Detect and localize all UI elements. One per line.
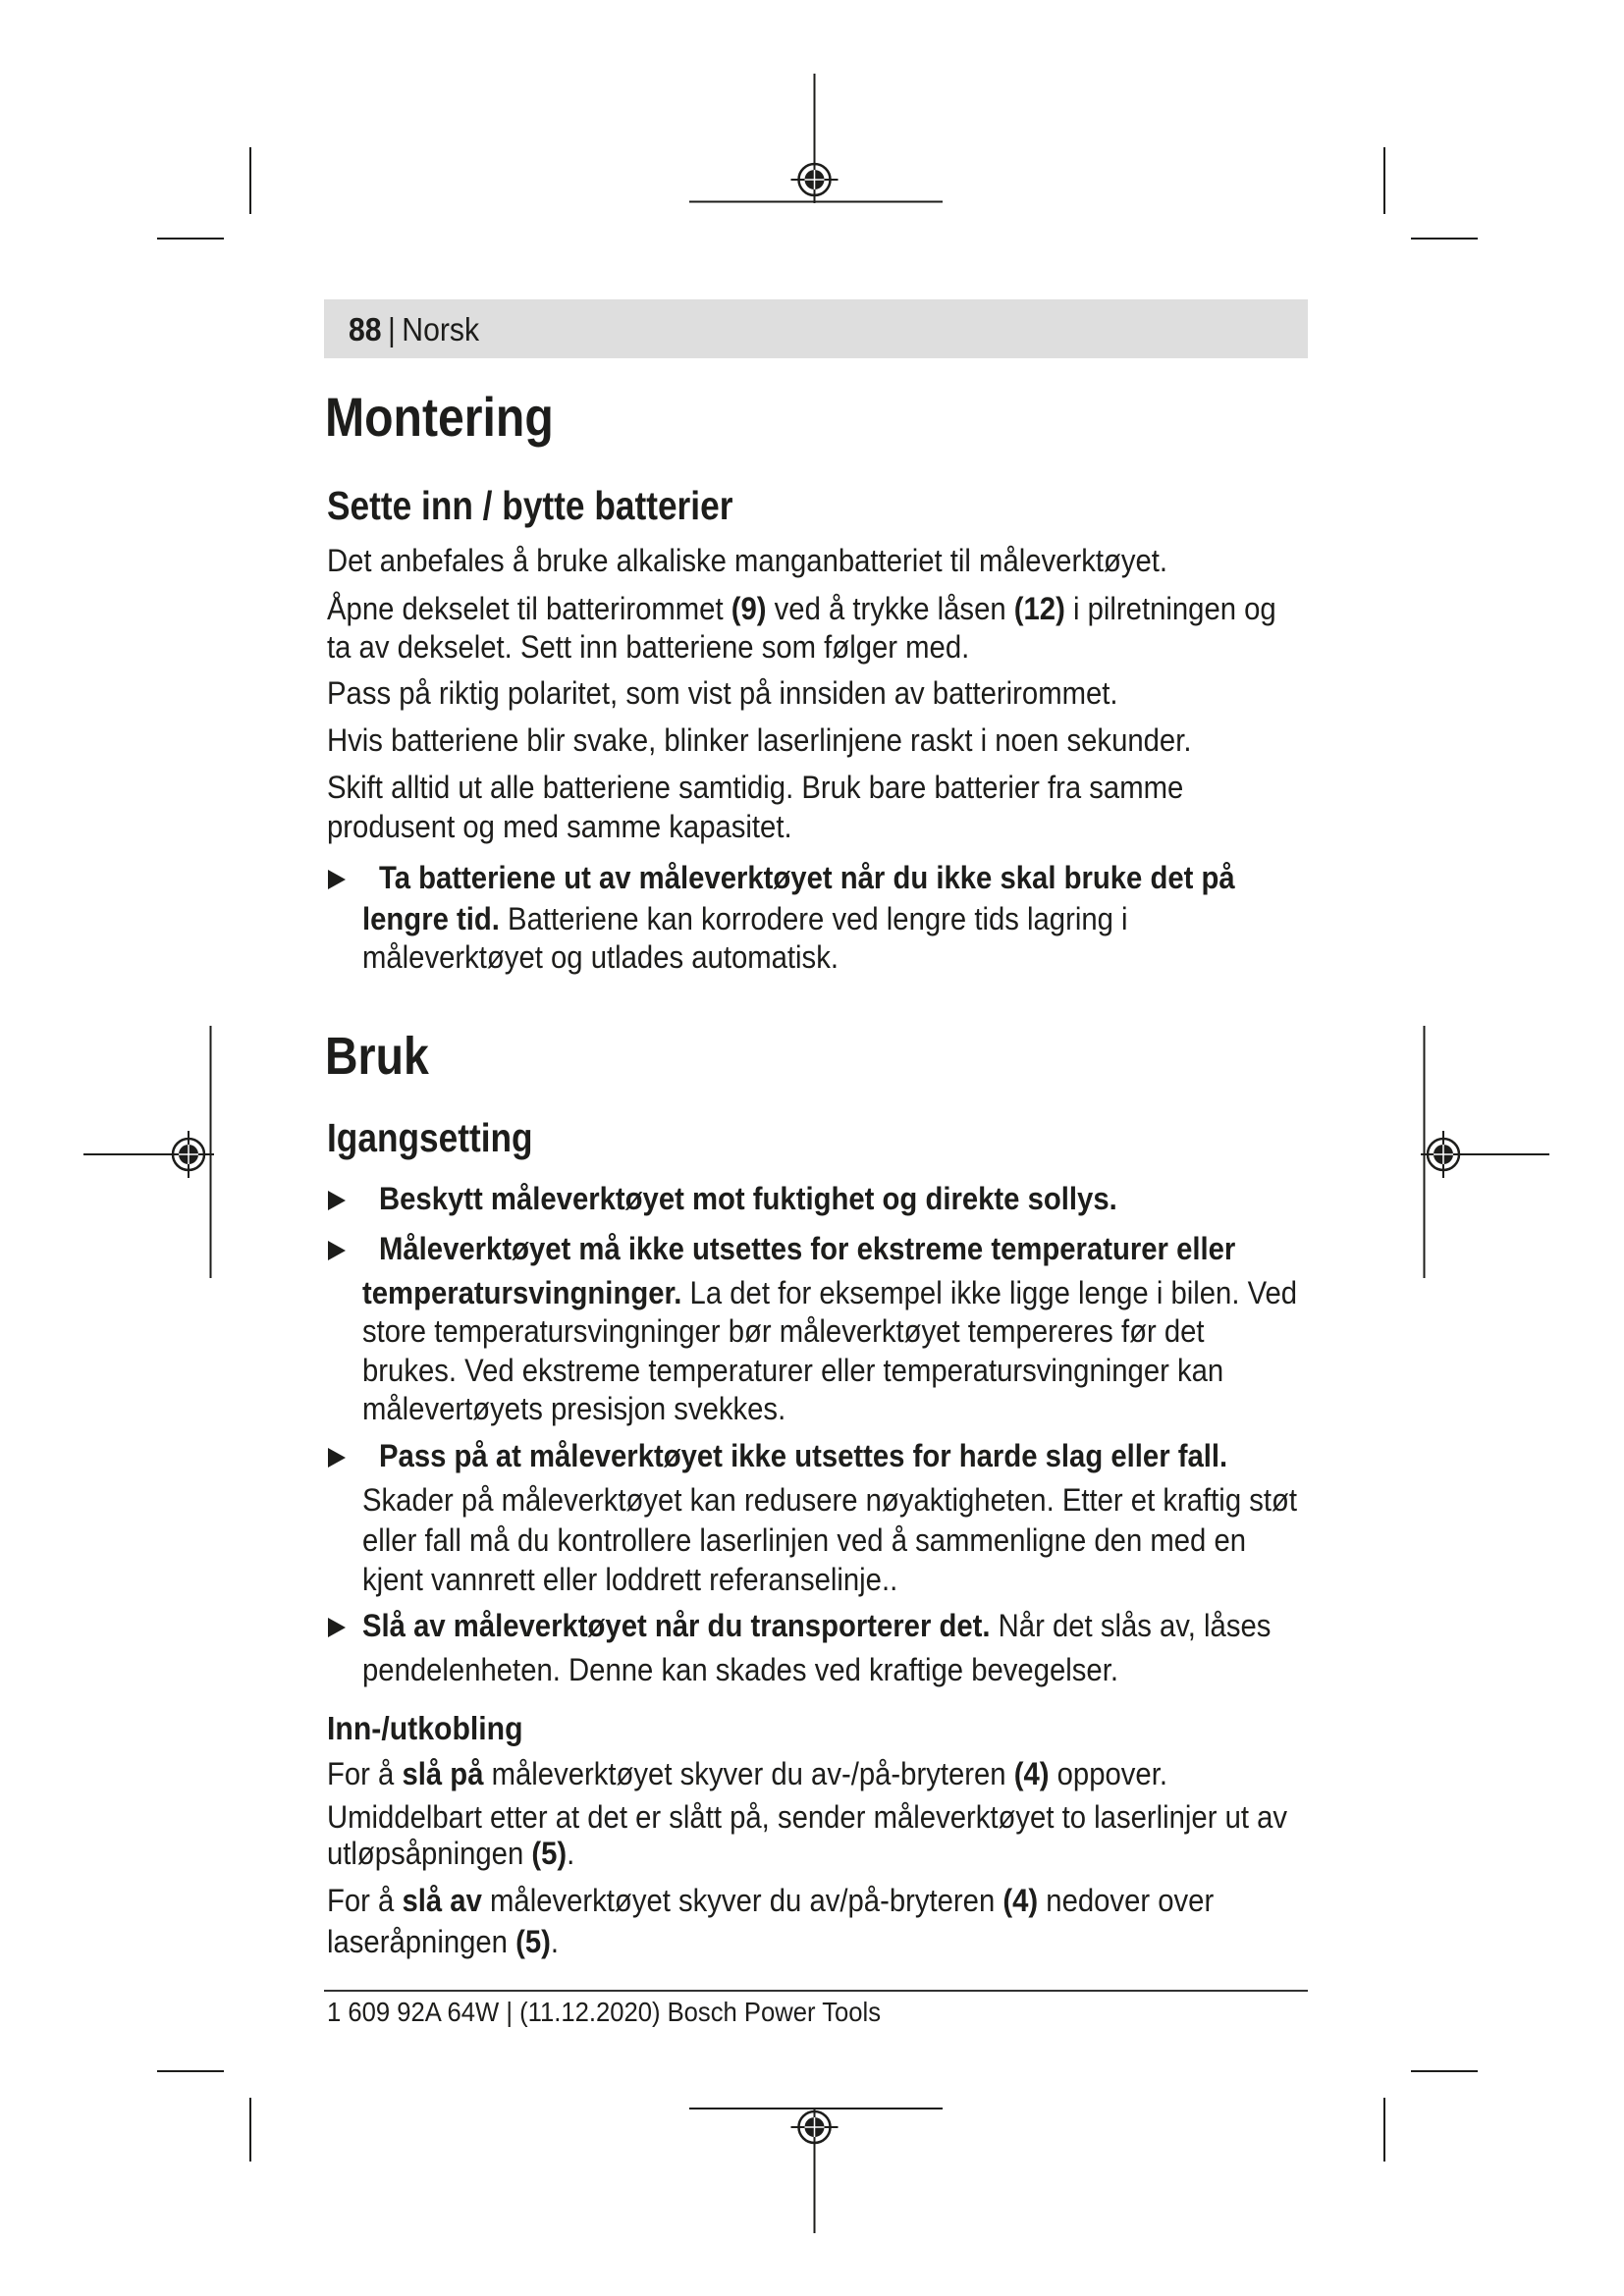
body-line	[327, 1835, 574, 1872]
body-line	[327, 1923, 559, 1960]
bold-run: (5)	[515, 1924, 551, 1959]
text-run: store temperatursvingninger bør måleverktøyet tempereres før det	[362, 1313, 1205, 1349]
bold-run: (9)	[731, 591, 767, 626]
bold-run: (12)	[1013, 591, 1065, 626]
triangle-bullet-icon	[328, 1448, 346, 1468]
bullet-line	[362, 1390, 785, 1427]
text-run: i pilretningen og	[1064, 591, 1276, 626]
bold-run: Måleverktøyet må ikke utsettes for ekstreme temperaturer eller	[379, 1231, 1236, 1266]
subheading-switching: Inn-/utkobling	[327, 1710, 523, 1746]
body-line	[327, 1798, 1287, 1836]
bullet-line	[362, 900, 1128, 937]
bullet-line	[362, 1312, 1205, 1350]
bullet-line	[379, 1437, 1227, 1474]
body-line	[327, 808, 792, 845]
body-line	[327, 542, 1167, 579]
bullet-line	[362, 1481, 1297, 1519]
text-run: eller fall må du kontrollere laserlinjen ved å sammenligne den med en	[362, 1522, 1247, 1558]
bullet-line	[362, 1651, 1118, 1688]
text-run: ved å trykke låsen	[766, 591, 1014, 626]
text-run: La det for eksempel ikke ligge lenge i bilen. Ved	[681, 1275, 1298, 1310]
text-run: måleverktøyet skyver du av-/på-bryteren	[483, 1756, 1014, 1791]
subheading-igangsetting: Igangsetting	[327, 1115, 533, 1160]
section-name: Norsk	[402, 311, 480, 347]
text-run: Pass på riktig polaritet, som vist på innsiden av batterirommet.	[327, 675, 1118, 711]
text-run: måleverktøyet og utlades automatisk.	[362, 939, 839, 975]
body-line	[327, 674, 1118, 712]
section-title-bruk: Bruk	[325, 1027, 429, 1086]
body-line	[327, 721, 1191, 759]
text-run: For å	[327, 1883, 403, 1918]
bullet-line	[362, 1274, 1297, 1311]
text-run: pendelenheten. Denne kan skades ved kraftige bevegelser.	[362, 1652, 1118, 1687]
text-run: Hvis batteriene blir svake, blinker laserlinjene raskt i noen sekunder.	[327, 722, 1192, 758]
text-run: Umiddelbart etter at det er slått på, sender måleverktøyet to laserlinjer ut av	[327, 1799, 1288, 1835]
bullet-line	[379, 859, 1235, 896]
text-run: produsent og med samme kapasitet.	[327, 809, 792, 844]
bold-run: (4)	[1013, 1756, 1050, 1791]
text-run: .	[567, 1836, 575, 1871]
text-run: kjent vannrett eller loddrett referanselinje..	[362, 1562, 898, 1597]
section-title-montering: Montering	[325, 386, 554, 448]
bullet-line	[379, 1180, 1117, 1217]
text-run: utløpsåpningen	[327, 1836, 532, 1871]
body-line	[327, 1755, 1167, 1792]
triangle-bullet-icon	[328, 1618, 346, 1637]
page-header	[349, 310, 479, 349]
body-line	[327, 628, 969, 666]
bullet-line	[362, 1352, 1223, 1389]
bold-run: slå av	[402, 1883, 482, 1918]
text-run: Batteriene kan korrodere ved lengre tids lagring i	[499, 901, 1128, 936]
text-run: laseråpningen	[327, 1924, 516, 1959]
bullet-line	[362, 1607, 1271, 1644]
bold-run: (5)	[531, 1836, 568, 1871]
registration-mark-icon	[791, 156, 839, 203]
text-run: oppover.	[1049, 1756, 1167, 1791]
footer-rule	[324, 1990, 1308, 1992]
bullet-line	[362, 938, 839, 976]
bullet-line	[379, 1230, 1235, 1267]
header-separator: |	[388, 311, 396, 347]
bold-run: Slå av måleverktøyet når du transporterer det.	[362, 1608, 991, 1643]
text-run: ta av dekselet. Sett inn batteriene som følger med.	[327, 629, 970, 665]
triangle-bullet-icon	[328, 870, 346, 889]
text-run: Skift alltid ut alle batteriene samtidig. Bruk bare batterier fra samme	[327, 770, 1184, 805]
bold-run: lengre tid.	[362, 901, 500, 936]
text-run: Når det slås av, låses	[990, 1608, 1272, 1643]
body-line	[327, 769, 1183, 806]
triangle-bullet-icon	[328, 1241, 346, 1260]
text-run: nedover over	[1038, 1883, 1215, 1918]
body-line	[327, 590, 1276, 627]
bold-run: slå på	[402, 1756, 484, 1791]
bullet-line	[362, 1522, 1246, 1559]
page-number: 88	[349, 311, 382, 347]
text-run: Det anbefales å bruke alkaliske manganbatteriet til måleverktøyet.	[327, 543, 1168, 578]
text-run: brukes. Ved ekstreme temperaturer eller temperatursvingninger kan	[362, 1353, 1224, 1388]
text-run: Åpne dekselet til batterirommet	[327, 591, 731, 626]
bold-run: temperatursvingninger.	[362, 1275, 682, 1310]
text-run: For å	[327, 1756, 403, 1791]
bullet-line	[362, 1561, 897, 1598]
text-run: måleverktøyet skyver du av/på-bryteren	[481, 1883, 1003, 1918]
text-run: målevertøyets presisjon svekkes.	[362, 1391, 786, 1426]
bold-run: Beskytt måleverktøyet mot fuktighet og direkte sollys.	[379, 1181, 1117, 1216]
bold-run: Ta batteriene ut av måleverktøyet når du ikke skal bruke det på	[379, 860, 1235, 895]
body-line	[327, 1882, 1214, 1919]
footer-text: 1 609 92A 64W | (11.12.2020) Bosch Power Tools	[327, 1997, 882, 2027]
text-run: .	[550, 1924, 560, 1959]
bold-run: (4)	[1002, 1883, 1039, 1918]
bold-run: Pass på at måleverktøyet ikke utsettes for harde slag eller fall.	[379, 1438, 1228, 1473]
text-run: Skader på måleverktøyet kan redusere nøyaktigheten. Etter et kraftig støt	[362, 1482, 1298, 1518]
subheading-batteries: Sette inn / bytte batterier	[327, 483, 733, 528]
triangle-bullet-icon	[328, 1191, 346, 1210]
